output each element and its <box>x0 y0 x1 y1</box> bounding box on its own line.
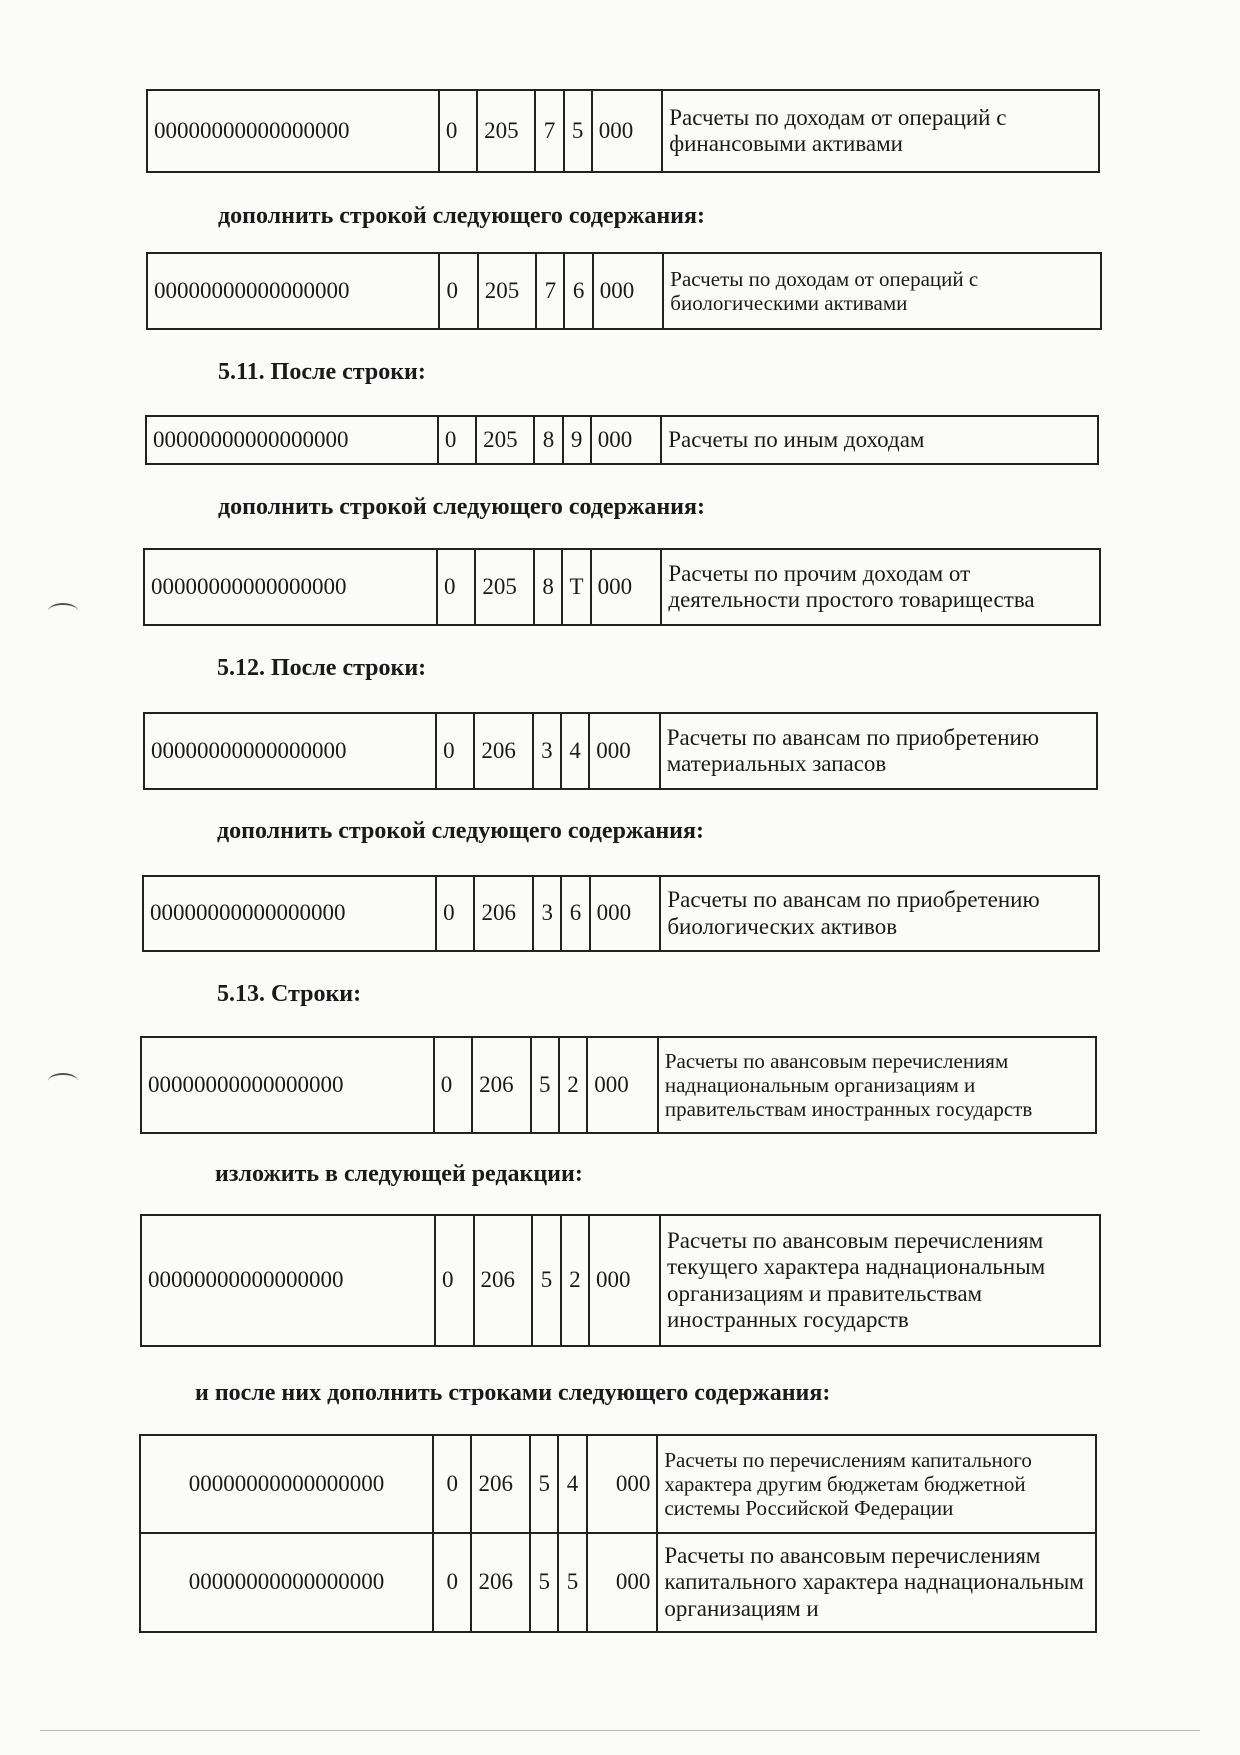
cell-c: 8 <box>534 549 562 625</box>
instruction-heading: изложить в следующей редакции: <box>215 1161 583 1187</box>
description-cell: Расчеты по авансам по приобретению биологических активов <box>660 876 1099 951</box>
cell-e: 000 <box>593 253 664 329</box>
code-cell: 00000000000000000 <box>141 1215 435 1346</box>
cell-e: 000 <box>590 876 661 951</box>
cell-b: 205 <box>476 416 534 464</box>
table-row <box>145 415 1099 465</box>
cell-c: 5 <box>532 1215 560 1346</box>
cell-e: 000 <box>587 1435 658 1533</box>
cell-a: 0 <box>434 1037 472 1133</box>
cell-b: 205 <box>477 90 535 172</box>
description-cell: Расчеты по авансовым перечислениям капитального характера наднациональным организациям и <box>657 1533 1096 1632</box>
cell-c: 3 <box>533 876 561 951</box>
cell-b: 206 <box>474 1215 533 1346</box>
code-cell: 00000000000000000 <box>143 876 436 951</box>
description-cell: Расчеты по авансовым перечислениям текущего характера наднациональным организациям и правительствам иностранных государств <box>660 1215 1100 1346</box>
cell-a: 0 <box>435 1215 474 1346</box>
cell-d: 2 <box>559 1037 587 1133</box>
punch-hole-mark <box>48 603 78 619</box>
instruction-heading: и после них дополнить строками следующего содержания: <box>195 1380 831 1406</box>
code-cell: 00000000000000000 <box>147 253 439 329</box>
description-cell: Расчеты по иным доходам <box>661 416 1098 464</box>
cell-a: 0 <box>437 549 475 625</box>
cell-a: 0 <box>438 416 476 464</box>
cell-d: Т <box>562 549 590 625</box>
table-row <box>143 712 1098 790</box>
cell-b: 205 <box>478 253 536 329</box>
table-row <box>140 1214 1101 1347</box>
code-cell: 00000000000000000 <box>141 1037 434 1133</box>
cell-d: 6 <box>561 876 589 951</box>
cell-e: 000 <box>591 416 661 464</box>
cell-a: 0 <box>433 1435 471 1533</box>
description-cell: Расчеты по перечислениям капитального характера другим бюджетам бюджетной системы Российской Федерации <box>657 1435 1096 1533</box>
cell-d: 4 <box>561 713 589 789</box>
cell-a: 0 <box>436 876 474 951</box>
description-cell: Расчеты по доходам от операций с финансовыми активами <box>662 90 1099 172</box>
table-row <box>146 89 1100 173</box>
description-cell: Расчеты по авансам по приобретению материальных запасов <box>660 713 1097 789</box>
section-heading: 5.12. После строки: <box>217 655 427 681</box>
table-row <box>142 875 1100 952</box>
cell-c: 5 <box>531 1037 559 1133</box>
cell-b: 206 <box>471 1533 530 1632</box>
page-edge-line <box>40 1730 1200 1731</box>
code-cell: 00000000000000000 <box>146 416 438 464</box>
code-cell: 00000000000000000 <box>140 1533 433 1632</box>
cell-d: 5 <box>564 90 592 172</box>
cell-d: 4 <box>558 1435 586 1533</box>
cell-e: 000 <box>587 1533 658 1632</box>
cell-c: 7 <box>535 90 563 172</box>
cell-b: 206 <box>471 1435 530 1533</box>
cell-d: 9 <box>563 416 591 464</box>
cell-c: 3 <box>533 713 561 789</box>
cell-c: 8 <box>534 416 562 464</box>
cell-a: 0 <box>433 1533 471 1632</box>
cell-b: 205 <box>475 549 534 625</box>
code-cell: 00000000000000000 <box>144 713 436 789</box>
table-rows-group <box>139 1434 1097 1633</box>
description-cell: Расчеты по авансовым перечислениям наднациональным организациям и правительствам иностранных государств <box>658 1037 1096 1133</box>
cell-d: 6 <box>564 253 592 329</box>
cell-b: 206 <box>474 876 533 951</box>
section-heading: 5.11. После строки: <box>218 359 426 385</box>
cell-b: 206 <box>472 1037 531 1133</box>
punch-hole-mark <box>48 1073 78 1089</box>
instruction-heading: дополнить строкой следующего содержания: <box>218 494 705 520</box>
cell-e: 000 <box>591 549 662 625</box>
cell-e: 000 <box>587 1037 658 1133</box>
cell-a: 0 <box>439 90 477 172</box>
table-row <box>146 252 1102 330</box>
description-cell: Расчеты по прочим доходам от деятельности простого товарищества <box>661 549 1100 625</box>
cell-d: 5 <box>558 1533 586 1632</box>
code-cell: 00000000000000000 <box>147 90 439 172</box>
cell-c: 5 <box>530 1533 558 1632</box>
cell-e: 000 <box>592 90 662 172</box>
code-cell: 00000000000000000 <box>140 1435 433 1533</box>
cell-a: 0 <box>439 253 477 329</box>
cell-e: 000 <box>589 713 660 789</box>
section-heading: 5.13. Строки: <box>217 981 362 1007</box>
cell-b: 206 <box>474 713 532 789</box>
description-cell: Расчеты по доходам от операций с биологическими активами <box>663 253 1101 329</box>
instruction-heading: дополнить строкой следующего содержания: <box>217 818 704 844</box>
code-cell: 00000000000000000 <box>144 549 437 625</box>
table-row <box>143 548 1101 626</box>
instruction-heading: дополнить строкой следующего содержания: <box>218 203 705 229</box>
cell-d: 2 <box>561 1215 589 1346</box>
table-row <box>140 1036 1097 1134</box>
cell-c: 7 <box>536 253 564 329</box>
cell-e: 000 <box>589 1215 660 1346</box>
cell-c: 5 <box>530 1435 558 1533</box>
cell-a: 0 <box>436 713 474 789</box>
